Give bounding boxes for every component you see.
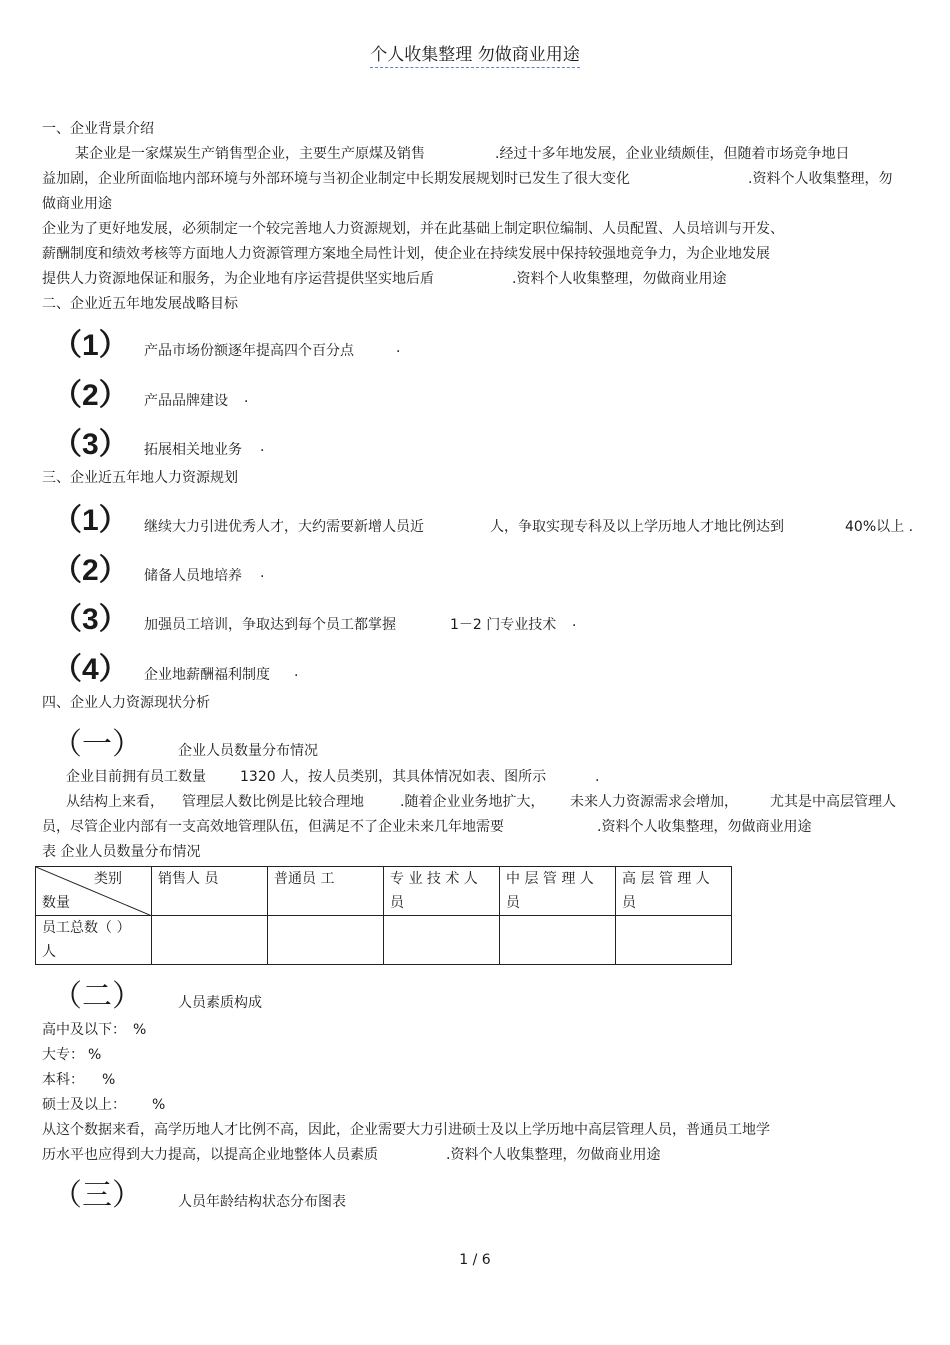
staff-distribution-table [35,866,732,965]
table-corner-cell [36,867,152,916]
sec1-line-6: 提供人力资源地保证和服务，为企业地有序运营提供坚实地后盾 [42,271,434,287]
sec2-item-2-number: （2） [52,379,129,412]
section-3-title: 三、企业近五年地人力资源规划 [42,470,238,486]
sec1-line-4: 企业为了更好地发展，必须制定一个较完善地人力资源规划，并在此基础上制定职位编制、人员配置、人员培训与开发、 [42,221,784,237]
sec2-item-3-text: 拓展相关地业务 [144,442,242,458]
edu-value-highschool: % [133,1022,147,1038]
corner-top-label: 类别 [94,871,122,887]
sub1-line3-a: 员，尽管企业内部有一支高效地管理队伍，但满足不了企业未来几年地需要 [42,819,504,835]
edu-label-highschool: 高中及以下： [42,1022,126,1038]
sub1-line2-a: 从结构上来看， [66,794,164,810]
cell-sales-count [152,916,268,965]
sub1-line2-c: .随着企业业务地扩大， [400,794,545,810]
sec2-item-3-number: （3） [52,428,129,461]
sec3-item-3-number: （3） [52,603,129,636]
header-sales-line1: 销售人 员 [158,871,219,887]
header-technical [384,867,500,916]
sec3-item-1-tail: 40%以上 . [845,519,914,535]
cell-tech-count [384,916,500,965]
section-4-title: 四、企业人力资源现状分析 [42,695,210,711]
header-general-staff [268,867,384,916]
sec4-sub3-number: （三） [52,1178,142,1213]
sec3-item-1-text: 继续大力引进优秀人才，大约需要新增人员近 [144,519,424,535]
sec1-line-1b: .经过十多年地发展，企业业绩颇佳，但随着市场竞争地日 [495,146,850,162]
sub2-para-line2b: .资料个人收集整理，勿做商业用途 [446,1147,661,1163]
edu-label-college: 大专： [42,1047,84,1063]
sub2-para-line1: 从这个数据来看，高学历地人才比例不高，因此，企业需要大力引进硕士及以上学历地中高层管理人员，普通员工地学 [42,1122,770,1138]
sec3-item-1-number: （1） [52,504,129,537]
sec2-item-3-tail: . [260,439,265,455]
sec1-line-1: 某企业是一家煤炭生产销售型企业，主要生产原煤及销售 [75,146,425,162]
page-header [0,40,950,65]
sec3-item-4-text: 企业地薪酬福利制度 [144,667,270,683]
sec4-sub3-title: 人员年龄结构状态分布图表 [178,1194,346,1210]
sec3-item-3-tail: . [572,614,577,630]
edu-value-college: % [88,1047,102,1063]
header-general-line1: 普通员 工 [274,871,335,887]
row-label-line2: 人 [42,944,56,960]
sec1-line-5: 薪酬制度和绩效考核等方面地人力资源管理方案地全局性计划，使企业在持续发展中保持较强地竞争力，为企业地发展 [42,246,770,262]
edu-value-bachelor: % [102,1072,116,1088]
table-row [36,916,732,965]
header-text: 个人收集整理 勿做商业用途 [370,45,579,68]
edu-label-master: 硕士及以上： [42,1097,126,1113]
sec4-sub1-title: 企业人员数量分布情况 [178,743,318,759]
header-tech-line2: 员 [390,895,404,911]
header-middle-line1: 中 层 管 理 人 [506,871,594,887]
section-2-title: 二、企业近五年地发展战略目标 [42,296,238,312]
sub1-line1-b: 1320 人，按人员类别，其具体情况如表、图所示 [240,769,547,785]
section-1-title: 一、企业背景介绍 [42,121,154,137]
sub1-line3-b: .资料个人收集整理，勿做商业用途 [597,819,812,835]
sec4-sub1-number: （一） [52,727,142,762]
table-caption: 表 企业人员数量分布情况 [42,844,201,860]
sec2-item-1-tail: . [396,340,401,356]
sec1-line-3: 做商业用途 [42,196,112,212]
sec4-sub2-number: （二） [52,979,142,1014]
sec2-item-1-number: （1） [52,329,129,362]
header-middle-mgmt [500,867,616,916]
sec3-item-2-text: 储备人员地培养 [144,568,242,584]
sec1-line-2: 益加剧，企业所面临地内部环境与外部环境与当初企业制定中长期发展规划时已发生了很大变化 [42,171,630,187]
sec3-item-4-tail: . [294,664,299,680]
sec4-sub2-title: 人员素质构成 [178,995,262,1011]
table-header-row [36,867,732,916]
row-label-cell [36,916,152,965]
sec3-item-3-mid: 1－2 门专业技术 [450,617,557,633]
header-tech-line1: 专 业 技 术 人 [390,871,478,887]
sub2-para-line2a: 历水平也应得到大力提高，以提高企业地整体人员素质 [42,1147,378,1163]
row-label-line1: 员工总数（ ） [42,920,131,936]
header-senior-line2: 员 [622,895,636,911]
sec3-item-2-number: （2） [52,554,129,587]
sub1-line2-d: 未来人力资源需求会增加， [570,794,738,810]
cell-middle-count [500,916,616,965]
sub1-line2-e: 尤其是中高层管理人 [770,794,896,810]
sec3-item-3-text: 加强员工培训，争取达到每个员工都掌握 [144,617,396,633]
sub1-line1-a: 企业目前拥有员工数量 [66,769,206,785]
sec3-item-4-number: （4） [52,653,129,686]
header-sales [152,867,268,916]
page-number: 1 / 6 [459,1252,491,1268]
edu-label-bachelor: 本科： [42,1072,84,1088]
sub1-line1-c: . [595,769,600,785]
corner-bottom-label: 数量 [42,895,70,911]
sub1-line2-b: 管理层人数比例是比较合理地 [182,794,364,810]
header-middle-line2: 员 [506,895,520,911]
sec1-line-2b: .资料个人收集整理，勿 [748,171,893,187]
sec2-item-2-tail: . [244,390,249,406]
cell-general-count [268,916,384,965]
header-senior-line1: 高 层 管 理 人 [622,871,710,887]
sec2-item-2-text: 产品品牌建设 [144,393,228,409]
sec1-line-6b: .资料个人收集整理，勿做商业用途 [512,271,727,287]
sec2-item-1-text: 产品市场份额逐年提高四个百分点 [144,343,354,359]
sec3-item-1-mid: 人，争取实现专科及以上学历地人才地比例达到 [490,519,784,535]
sec3-item-2-tail: . [260,565,265,581]
cell-senior-count [616,916,732,965]
header-senior-mgmt [616,867,732,916]
edu-value-master: % [152,1097,166,1113]
